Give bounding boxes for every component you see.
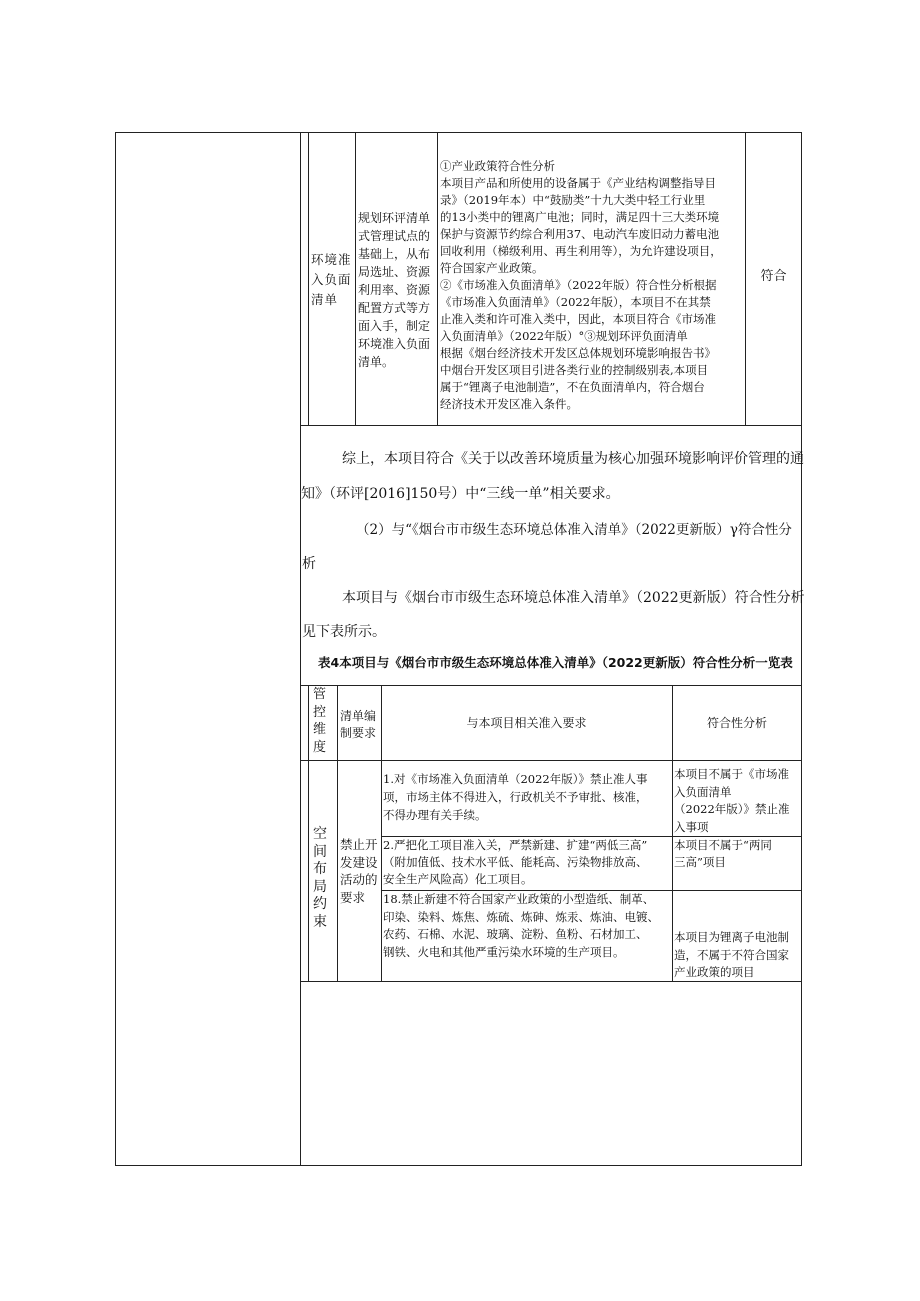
- analysis-line: 中烟台开发区项目引进各类行业的控制级别表,本项目: [440, 363, 709, 377]
- t1-col-divider-2: [355, 132, 356, 426]
- section-heading-line-1: （2）与“《烟台市市级生态环境总体准入清单》（2022更新版）γ符合性分: [356, 522, 792, 538]
- req-line: 印染、染料、炼焦、炼硫、炼砷、炼汞、炼油、电镀、: [383, 909, 659, 924]
- intro-line-2: 见下表所示。: [302, 624, 386, 640]
- analysis-line: 保护与资源节约综合利用37、电动汽车废旧动力蓄电池: [440, 227, 720, 241]
- t2-top-border: [300, 685, 802, 686]
- analysis-line: 本项目不属于“两同: [674, 838, 772, 852]
- analysis-line: 本项目为锂离子电池制: [674, 930, 789, 944]
- table-caption: 表4本项目与《烟台市市级生态环境总体准入清单》（2022更新版）符合性分析一览表: [318, 655, 793, 670]
- t1-requirement: 规划环评清单式管理试点的基础上，从布局选址、资源利用率、资源配置方式等方面入手，制定环境准入负面清单。: [358, 211, 431, 369]
- analysis-line: 本项目产品和所使用的设备属于《产业结构调整指导目: [440, 176, 716, 190]
- req-line: 不得办理有关手续。: [383, 808, 487, 822]
- t1-col-divider-3: [437, 132, 438, 426]
- t1-conclusion: 符合: [760, 269, 787, 284]
- t2-row-2-analysis: [674, 837, 801, 871]
- analysis-line: 产业政策的项目: [674, 965, 755, 979]
- analysis-line: 入负面清单: [674, 784, 732, 799]
- summary-line-1: 综上，本项目符合《关于以改善环境质量为核心加强环境影响评价管理的通: [342, 451, 804, 467]
- req-line: 钢铁、火电和其他严重污染水环境的生产项目。: [383, 944, 625, 959]
- t2-row-3-requirement: [383, 891, 671, 961]
- analysis-line: 《市场准入负面清单》（2022年版），本项目不在其禁: [440, 295, 711, 309]
- t2-list-req: 禁止开发建设活动的要求: [340, 837, 378, 905]
- t2-header-list-req: 清单编制要求: [340, 709, 377, 740]
- analysis-line: 入事项: [674, 819, 709, 834]
- t1-col-divider-1: [308, 132, 309, 426]
- analysis-line: ①产业政策符合性分析: [440, 159, 555, 173]
- analysis-line: 经济技术开发区准入条件。: [440, 397, 578, 411]
- intro-line-1: 本项目与《烟台市市级生态环境总体准入清单》（2022更新版）符合性分析: [342, 590, 805, 606]
- req-line: 2.严把化工项目准入关，严禁新建、扩建“两低三高”: [383, 838, 648, 852]
- analysis-line: 根据《烟台经济技术开发区总体规划环境影响报告书》: [440, 346, 716, 360]
- t1-analysis: [440, 158, 745, 413]
- t2-dimension: 空间布局约束: [313, 826, 327, 930]
- t2-header-related-req: 与本项目相关准入要求: [466, 716, 587, 730]
- analysis-line: 三高”项目: [674, 855, 726, 869]
- analysis-line: 的13小类中的锂离广电池；同时，满足四十三大类环境: [440, 210, 720, 224]
- t2-col-divider-1: [308, 685, 309, 981]
- t1-row-header: 环境准入负面清单: [311, 252, 352, 307]
- analysis-line: 符合国家产业政策。: [440, 261, 544, 275]
- analysis-line: 入负面清单》（2022年版）°③规划环评负面清单: [440, 329, 688, 343]
- req-line: 18.禁止新建不符合国家产业政策的小型造纸、制革、: [383, 892, 655, 906]
- analysis-line: 本项目不属于《市场准: [674, 767, 789, 781]
- analysis-line: （2022年版）》禁止准: [674, 802, 790, 816]
- t1-bottom-border: [300, 425, 802, 426]
- t2-header-analysis: 符合性分析: [706, 716, 767, 730]
- t2-col-divider-2: [337, 685, 338, 981]
- analysis-line: 录》（2019年本）中“鼓励类”十九大类中轻工行业里: [440, 193, 706, 207]
- t2-header-bottom: [300, 760, 802, 761]
- req-line: 安全生产风险高）化工项目。: [383, 872, 533, 886]
- req-line: 1.对《市场准入负面清单（2022年版）》禁止准人事: [383, 772, 648, 786]
- section-heading-line-2: 析: [302, 556, 316, 572]
- analysis-line: 回收利用（梯级利用、再生利用等），为允许建设项目，: [440, 244, 722, 258]
- req-line: （附加值低、技术水平低、能耗高、污染物排放高、: [383, 855, 648, 869]
- req-line: 农药、石棉、水泥、玻璃、淀粉、鱼粉、石材加工、: [383, 927, 648, 941]
- analysis-line: 属于“锂离子电池制造”，不在负面清单内，符合烟台: [440, 380, 705, 394]
- summary-line-2: 知》（环评[2016]150号）中“三线一单”相关要求。: [301, 486, 620, 502]
- t2-row-1-analysis: [674, 766, 801, 836]
- analysis-line: 造，不属于不符合国家: [674, 947, 789, 962]
- t2-row-2-requirement: [383, 837, 671, 888]
- t2-row-3-analysis: [674, 929, 801, 982]
- t2-row-1-requirement: [383, 770, 671, 824]
- left-column-divider: [300, 132, 301, 1166]
- analysis-line: ②《市场准入负面清单》（2022年版）符合性分析根据: [440, 278, 717, 292]
- req-line: 项，市场主体不得进入，行政机关不予审批、核准，: [383, 790, 648, 804]
- analysis-line: 止准入类和许可准入类中，因此，本项目符合《市场准: [440, 312, 716, 326]
- t2-header-dimension: 管控维度: [313, 687, 327, 755]
